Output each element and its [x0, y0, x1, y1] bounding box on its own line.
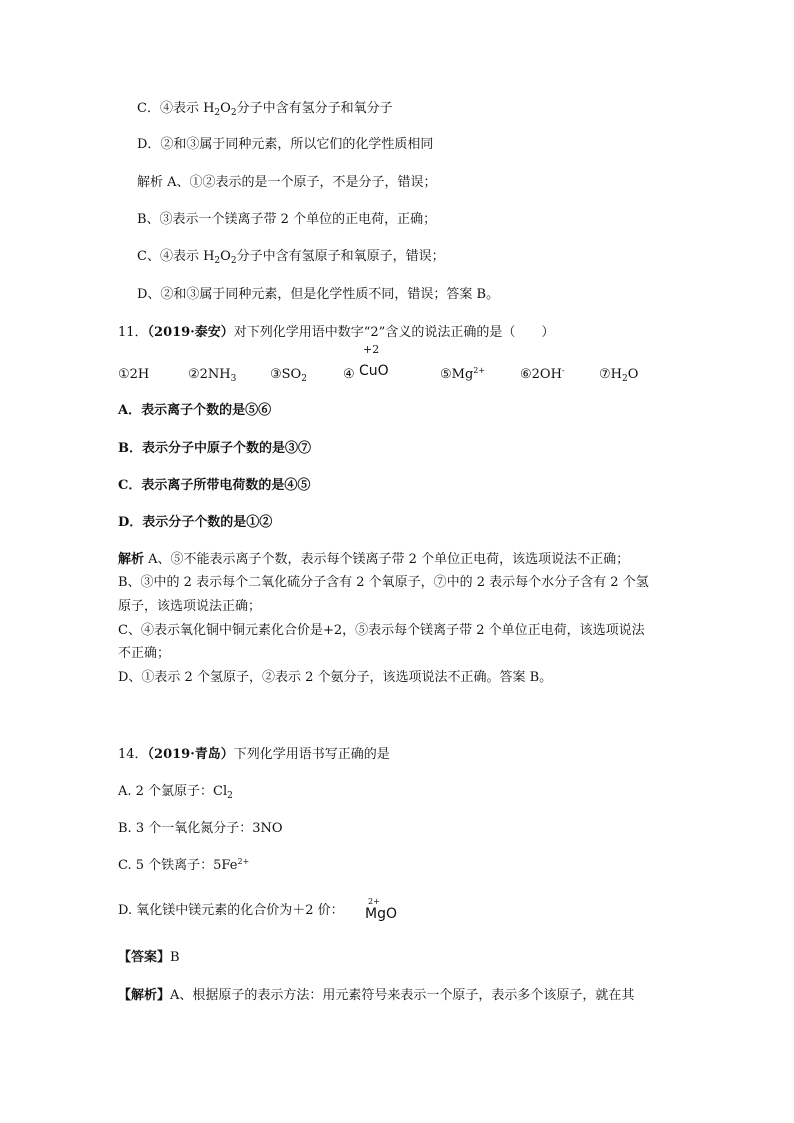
- answer-label: 【答案】: [118, 950, 171, 965]
- valence-mark: +2: [363, 343, 380, 356]
- formula-item-1: ①2H: [118, 367, 150, 382]
- subscript: 2: [214, 256, 221, 266]
- question-14-answer: [118, 949, 180, 967]
- question-source: （2019·泰安）: [147, 325, 234, 340]
- question-stem: 对下列化学用语中数字“2”含义的说法正确的是（ ）: [233, 325, 555, 340]
- question-11-option-b: B．表示分子中原子个数的是③⑦: [118, 441, 311, 456]
- formula-text: ⑤Mg: [440, 367, 474, 382]
- option-text: O: [220, 101, 231, 116]
- formula-text: ⑦H: [599, 367, 622, 382]
- question-source: （2019·青岛）: [147, 747, 234, 762]
- superscript: 2+: [473, 366, 486, 375]
- formula-text: CuO: [359, 363, 389, 379]
- question-14-option-b: B. 3 个一氧化氮分子：3NO: [118, 821, 283, 836]
- formula-text: ④: [343, 367, 355, 382]
- question-14-option-a: [118, 783, 233, 801]
- formula-item-6: [520, 366, 565, 384]
- question-14-option-d: [118, 897, 438, 926]
- analysis-d: D、②和③属于同种元素，但是化学性质不同，错误；答案 B。: [137, 287, 500, 302]
- subscript: 2: [230, 108, 237, 118]
- option-text: C. 5 个铁离子：5Fe: [118, 858, 238, 873]
- analysis-label: 解析: [118, 552, 145, 567]
- subscript: 2: [230, 256, 237, 266]
- analysis-b: B、③表示一个镁离子带 2 个单位的正电荷，正确；: [137, 212, 437, 227]
- question-11-analysis-line-5: 不正确；: [118, 646, 171, 661]
- formula-item-2: [188, 366, 236, 384]
- formula-item-7: [599, 366, 638, 384]
- formula-list: [118, 343, 678, 390]
- analysis-text: C、④表示 H: [137, 249, 215, 264]
- analysis-text: 分子中含有氢原子和氧原子，错误；: [236, 249, 445, 264]
- subscript: 2: [227, 791, 233, 801]
- option-text: C．④表示 H: [137, 101, 215, 116]
- question-11-stem: [118, 324, 554, 342]
- valence-mark: 2+: [368, 897, 380, 906]
- subscript: 2: [301, 374, 307, 384]
- analysis-text: A、根据原子的表示方法：用元素符号来表示一个原子，表示多个该原子，就在其: [170, 988, 635, 1003]
- analysis-c: [137, 248, 445, 266]
- formula-text: ⑥2OH: [520, 367, 562, 382]
- question-11-analysis-line-2: B、③中的 2 表示每个二氧化硫分子含有 2 个氧原子，⑦中的 2 表示每个水分子含有 2 个氢: [118, 575, 649, 590]
- formula-text: ②2NH: [188, 367, 231, 382]
- formula-item-3: [270, 366, 307, 384]
- answer-value: B: [170, 950, 180, 965]
- subscript: 3: [230, 374, 237, 384]
- option-text: 分子中含有氢分子和氧分子: [236, 101, 393, 116]
- analysis-a: 解析 A、①②表示的是一个原子，不是分子，错误；: [137, 175, 437, 190]
- question-number: 14．: [118, 747, 148, 762]
- question-number: 11．: [118, 325, 148, 340]
- question-11-option-c: C．表示离子所带电荷数的是④⑤: [118, 478, 311, 493]
- subscript: 2: [622, 374, 628, 384]
- question-11-option-d: D．表示分子个数的是①②: [118, 515, 273, 530]
- question-14-analysis: [118, 987, 634, 1005]
- formula-item-5: [440, 366, 485, 384]
- option-c-prev: [137, 100, 393, 118]
- analysis-text: O: [220, 249, 231, 264]
- analysis-label: 【解析】: [118, 988, 171, 1003]
- formula-text: MgO: [365, 906, 397, 922]
- question-11-analysis-line-6: D、①表示 2 个氢原子，②表示 2 个氨分子，该选项说法不正确。答案 B。: [118, 670, 553, 685]
- option-d-prev: D．②和③属于同种元素，所以它们的化学性质相同: [137, 137, 434, 152]
- superscript: -: [561, 366, 565, 375]
- question-stem: 下列化学用语书写正确的是: [233, 747, 390, 762]
- formula-text: ③SO: [270, 367, 302, 382]
- option-text: A. 2 个氯原子：Cl: [118, 784, 228, 799]
- question-11-analysis-line-3: 原子，该选项说法正确；: [118, 599, 262, 614]
- question-11-option-a: A．表示离子个数的是⑤⑥: [118, 403, 272, 418]
- question-14-stem: [118, 746, 390, 764]
- question-11-analysis-line-4: C、④表示氧化铜中铜元素化合价是+2，⑤表示每个镁离子带 2 个单位正电荷，该选项说法: [118, 623, 645, 638]
- formula-text: O: [627, 367, 639, 382]
- question-11-analysis-line-1: [118, 551, 629, 569]
- superscript: 2+: [237, 857, 250, 866]
- subscript: 2: [214, 108, 221, 118]
- analysis-text: A、⑤不能表示离子个数，表示每个镁离子带 2 个单位正电荷，该选项说法不正确；: [144, 552, 630, 567]
- question-14-option-c: [118, 857, 249, 875]
- option-text: D. 氧化镁中镁元素的化合价为＋2 价：: [118, 903, 344, 918]
